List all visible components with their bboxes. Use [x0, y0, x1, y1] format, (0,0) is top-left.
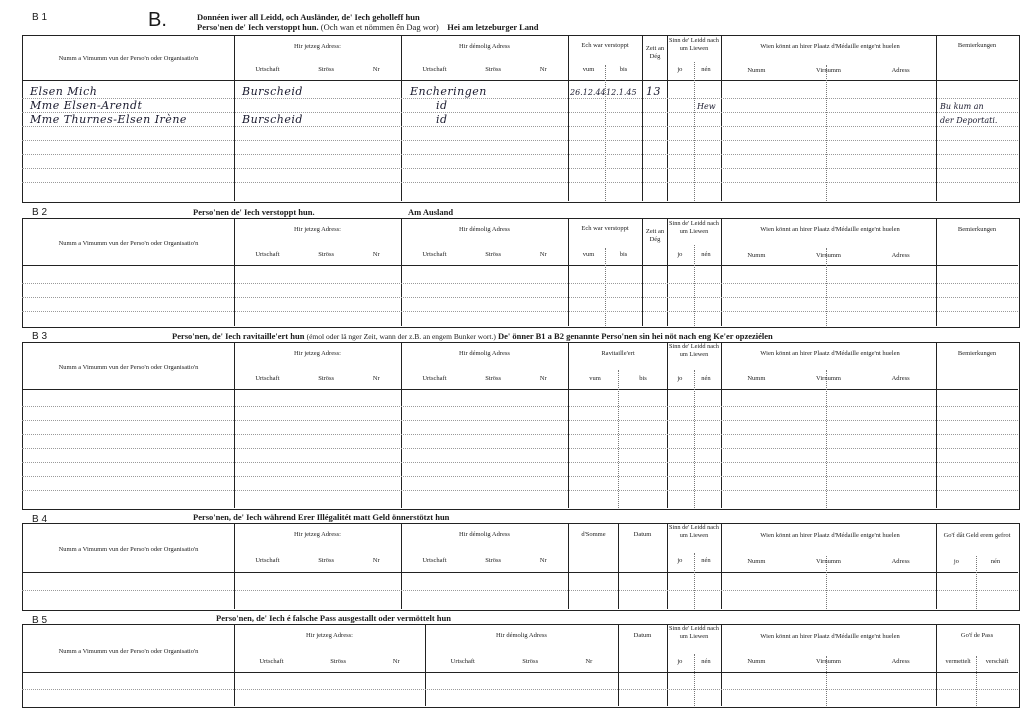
entry-name: Mme Thurnes-Elsen Irène [30, 113, 187, 126]
b4-header-old-sub [403, 557, 566, 564]
b5-header-alive-sub [668, 658, 720, 665]
b2-header-hidden-sub [570, 251, 640, 258]
b3-col-sep [234, 342, 235, 508]
b3-col-sep [618, 370, 619, 508]
entry-remarks: der Deportati. [940, 116, 998, 125]
header-no: nén [701, 66, 711, 73]
b2-col-sep [401, 218, 402, 326]
b5-header-medal-sub [722, 658, 935, 665]
section-b1-title-bold: Perso'nen de' Iech verstoppt hun. [197, 22, 319, 32]
b2-col-sep [721, 218, 722, 326]
header-number: Nr [539, 251, 547, 258]
b5-header-date: Datum [633, 632, 652, 639]
header-number: Nr [372, 375, 380, 382]
header-locality: Urtschaft [259, 658, 284, 665]
header-to: bis [619, 251, 628, 258]
b3-col-sep [401, 342, 402, 508]
header-locality: Urtschaft [255, 251, 280, 258]
b1-row-line [22, 140, 1018, 141]
section-b3-header-bottom [22, 389, 1018, 390]
b3-col-sep [568, 342, 569, 508]
header-no: nén [701, 557, 711, 564]
b3-col-sep [721, 342, 722, 508]
b1-header-old-sub [403, 66, 566, 73]
header-locality: Urtschaft [255, 375, 280, 382]
b4-header-old-address: Hir démolig Adress [459, 531, 510, 538]
b4-header-money-sub [938, 558, 1016, 565]
header-number: Nr [372, 251, 380, 258]
header-street: Ströss [318, 251, 335, 258]
b5-header-medal: Wien könnt an hirer Plaatz d'Médaille entge'nt huelen [760, 633, 900, 640]
b4-header-medal: Wien könnt an hirer Plaatz d'Médaille entge'nt huelen [760, 532, 900, 539]
header-yes: jo [677, 66, 683, 73]
b5-header-current-sub [236, 658, 423, 665]
b2-col-sep [826, 248, 827, 326]
b3-header-supplied: Ravitaille'ert [601, 350, 635, 357]
entry-old-address: id [436, 113, 448, 126]
header-locality: Urtschaft [422, 375, 447, 382]
header-med-name: Numm [747, 558, 766, 565]
b3-header-old-address: Hir démolig Adress [459, 350, 510, 357]
b1-col-sep [826, 65, 827, 201]
header-pass-given: verschäft [985, 658, 1009, 665]
b3-row-line [22, 476, 1018, 477]
entry-to: 12.1.45 [606, 88, 637, 97]
header-street: Ströss [485, 375, 502, 382]
section-b2-header-bottom [22, 265, 1018, 266]
header-no: nén [701, 251, 711, 258]
entry-alive: Hew [697, 102, 716, 111]
header-locality: Urtschaft [255, 557, 280, 564]
header-no: nén [701, 658, 711, 665]
entry-days: 13 [646, 85, 661, 98]
header-locality: Urtschaft [255, 66, 280, 73]
header-med-name: Numm [747, 375, 766, 382]
header-locality: Urtschaft [422, 251, 447, 258]
header-number: Nr [539, 375, 547, 382]
header-street: Ströss [485, 251, 502, 258]
header-med-name: Numm [747, 658, 766, 665]
b1-header-remarks: Bemierkungen [957, 42, 997, 49]
section-b1-header-bottom [22, 80, 1018, 81]
header-from: vum [582, 66, 595, 73]
header-number: Nr [539, 557, 547, 564]
b2-header-old-sub [403, 251, 566, 258]
b3-row-line [22, 420, 1018, 421]
b4-header-current-address: Hir jetzeg Adress: [294, 531, 341, 538]
header-number: Nr [372, 66, 380, 73]
section-b1-title-line1: Donnéen iwer all Leidd, och Ausländer, de' Iech geholleff hun [197, 12, 420, 22]
header-street: Ströss [318, 375, 335, 382]
header-pass-issued: vermettelt [945, 658, 971, 665]
b3-header-old-sub [403, 375, 566, 382]
b3-col-sep [667, 342, 668, 508]
b4-header-current-sub [236, 557, 399, 564]
header-number: Nr [539, 66, 547, 73]
header-med-firstname: Virnumm [816, 375, 841, 382]
b3-row-line [22, 406, 1018, 407]
b3-col-sep [936, 342, 937, 508]
b2-header-medal: Wien könnt an hirer Plaatz d'Médaille entge'nt huelen [760, 226, 900, 233]
entry-remarks: Bu kum an [940, 102, 984, 111]
b1-col-sep [568, 35, 569, 201]
b4-col-sep [568, 523, 569, 609]
entry-name: Mme Elsen-Arendt [30, 99, 143, 112]
b3-header-supplied-sub [570, 375, 666, 382]
header-yes: jo [677, 658, 683, 665]
header-no: nén [701, 375, 711, 382]
b5-header-current-address: Hir jetzeg Adress: [306, 632, 353, 639]
b2-header-hidden: Ech war verstoppt [581, 225, 629, 232]
section-b2-id: B 2 [32, 207, 48, 218]
b2-header-remarks: Bemierkungen [957, 226, 997, 233]
section-b3-title [172, 331, 773, 341]
header-street: Ströss [522, 658, 539, 665]
b1-header-name: Numm a Vimumm vun der Perso'n oder Organisatio'n [58, 55, 199, 62]
b1-col-sep [721, 35, 722, 201]
b1-row-line [22, 154, 1018, 155]
header-from: vum [589, 375, 601, 382]
b2-header-old-address: Hir démolig Adress [459, 226, 510, 233]
header-street: Ströss [330, 658, 347, 665]
b2-row-line [22, 297, 1018, 298]
b5-header-old-address: Hir démolig Adress [496, 632, 547, 639]
b5-col-sep [721, 624, 722, 706]
b1-header-alive-sub [668, 66, 720, 73]
b1-header-hidden: Ech war verstoppt [581, 42, 629, 49]
b1-header-current-sub [236, 66, 399, 73]
b5-row-line [22, 689, 1018, 690]
b4-col-sep [401, 523, 402, 609]
section-b2-title: Perso'nen de' Iech verstoppt hun. [193, 207, 315, 217]
section-b1-id: B 1 [32, 12, 48, 23]
b4-header-date: Datum [633, 531, 652, 538]
b1-header-alive: Sinn de' Leidd nach um Liewen [669, 37, 719, 52]
b3-col-sep [694, 370, 695, 508]
section-b3-title-plain: (émol oder lä nger Zeit, wann der z.B. an engem Bunker wort.) [306, 332, 496, 341]
b1-header-medal: Wien könnt an hirer Plaatz d'Médaille entge'nt huelen [760, 43, 900, 50]
b1-header-old-address: Hir démolig Adress [459, 43, 510, 50]
b1-col-sep [234, 35, 235, 201]
b2-header-alive: Sinn de' Leidd nach um Liewen [669, 220, 719, 235]
header-street: Ströss [318, 66, 335, 73]
b3-header-name: Numm a Vimumm vun der Perso'n oder Organisatio'n [58, 364, 199, 371]
b5-header-alive: Sinn de' Leidd nach um Liewen [669, 625, 719, 640]
header-from: vum [582, 251, 595, 258]
b1-col-sep [401, 35, 402, 201]
b3-row-line [22, 448, 1018, 449]
b5-header-pass-sub [938, 658, 1016, 665]
b2-col-sep [936, 218, 937, 326]
header-med-firstname: Virnumm [816, 67, 841, 74]
header-street: Ströss [318, 557, 335, 564]
section-b3-title-bold: Perso'nen, de' Iech ravitaille'ert hun [172, 331, 305, 341]
b2-header-medal-sub [722, 252, 935, 259]
header-med-name: Numm [747, 252, 766, 259]
header-med-address: Adress [891, 67, 910, 74]
section-b3-id: B 3 [32, 331, 48, 342]
section-b1-title-end: Hei am letzeburger Land [447, 22, 539, 32]
b4-header-alive-sub [668, 557, 720, 564]
b3-header-medal: Wien könnt an hirer Plaatz d'Médaille entge'nt huelen [760, 350, 900, 357]
header-number: Nr [392, 658, 400, 665]
entry-old-address: Encheringen [410, 85, 487, 98]
header-med-address: Adress [891, 375, 910, 382]
section-b5-title: Perso'nen, de' Iech é falsche Pass ausgestallt oder vermöttelt hun [216, 613, 451, 623]
header-street: Ströss [485, 557, 502, 564]
header-locality: Urtschaft [450, 658, 475, 665]
b1-header-current-address: Hir jetzeg Adress: [294, 43, 341, 50]
entry-name: Elsen Mich [30, 85, 98, 98]
header-med-name: Numm [747, 67, 766, 74]
header-yes: jo [953, 558, 959, 565]
section-b2-title-end: Am Ausland [408, 207, 454, 217]
b3-row-line [22, 490, 1018, 491]
b1-header-hidden-sub [570, 66, 640, 73]
b2-col-sep [234, 218, 235, 326]
header-no: nén [990, 558, 1001, 565]
b4-col-sep [234, 523, 235, 609]
header-to: bis [639, 375, 647, 382]
header-number: Nr [585, 658, 593, 665]
header-med-firstname: Virnumm [816, 252, 841, 259]
b5-header-name: Numm a Vimumm vun der Perso'n oder Organisatio'n [58, 648, 199, 655]
b2-col-sep [568, 218, 569, 326]
header-number: Nr [372, 557, 380, 564]
b2-header-time: Zeit an Dég [645, 228, 665, 243]
b4-header-alive: Sinn de' Leidd nach um Liewen [669, 524, 719, 539]
header-med-address: Adress [891, 558, 910, 565]
b3-header-alive: Sinn de' Leidd nach um Liewen [669, 343, 719, 358]
section-b4-title: Perso'nen, de' Iech während Erer Illégalitét matt Geld önnerstötzt hun [193, 512, 450, 522]
header-yes: jo [677, 375, 683, 382]
section-letter: B. [148, 9, 167, 31]
b3-header-remarks: Bemierkungen [957, 350, 997, 357]
b5-header-old-sub [427, 658, 616, 665]
entry-current-address: Burscheid [242, 85, 303, 98]
b1-col-sep [605, 65, 606, 201]
header-med-firstname: Virnumm [816, 658, 841, 665]
b1-header-medal-sub [722, 67, 935, 74]
b4-col-sep [721, 523, 722, 609]
header-yes: jo [677, 251, 683, 258]
b2-header-current-sub [236, 251, 399, 258]
b5-col-sep [936, 624, 937, 706]
b1-row-line [22, 126, 1018, 127]
b3-header-current-sub [236, 375, 399, 382]
b1-col-sep [936, 35, 937, 201]
b4-header-sum: d'Somme [581, 531, 606, 538]
header-to: bis [619, 66, 628, 73]
header-med-address: Adress [891, 252, 910, 259]
section-b5-id: B 5 [32, 615, 48, 626]
entry-current-address: Burscheid [242, 113, 303, 126]
header-locality: Urtschaft [422, 66, 447, 73]
section-b1-title-line2 [197, 22, 538, 32]
header-street: Ströss [485, 66, 502, 73]
b4-header-money-returned: Go'f dât Geld erem gefrot [943, 532, 1011, 539]
b3-header-alive-sub [668, 375, 720, 382]
b4-header-name: Numm a Vimumm vun der Perso'n oder Organisatio'n [58, 546, 199, 553]
b1-col-sep [667, 35, 668, 201]
b2-header-current-address: Hir jetzeg Adress: [294, 226, 341, 233]
b5-col-sep [425, 624, 426, 706]
entry-from: 26.12.44 [570, 88, 606, 97]
b3-row-line [22, 434, 1018, 435]
b2-header-alive-sub [668, 251, 720, 258]
b2-row-line [22, 283, 1018, 284]
b5-header-pass: Go'f de Pass [960, 632, 994, 639]
b5-col-sep [234, 624, 235, 706]
b2-header-name: Numm a Vimumm vun der Perso'n oder Organisatio'n [58, 240, 199, 247]
section-b4-header-bottom [22, 572, 1018, 573]
entry-old-address: id [436, 99, 448, 112]
header-med-address: Adress [891, 658, 910, 665]
header-yes: jo [677, 557, 683, 564]
header-locality: Urtschaft [422, 557, 447, 564]
b4-col-sep [936, 523, 937, 609]
b3-col-sep [826, 370, 827, 508]
b1-row-line [22, 182, 1018, 183]
section-b5-header-bottom [22, 672, 1018, 673]
b1-header-time: Zeit an Dég [645, 45, 665, 60]
b1-col-sep [694, 62, 695, 201]
b3-header-current-address: Hir jetzeg Adress: [294, 350, 341, 357]
b2-col-sep [605, 248, 606, 326]
b4-row-line [22, 590, 1018, 591]
section-b3-title-end: De' önner B1 a B2 genannte Perso'nen sin hei nöt nach eng Ke'er opzeziélen [498, 331, 773, 341]
b1-row-line [22, 168, 1018, 169]
b2-row-line [22, 311, 1018, 312]
section-b4-id: B 4 [32, 514, 48, 525]
b3-row-line [22, 462, 1018, 463]
b3-header-medal-sub [722, 375, 935, 382]
section-b1-title-plain: (Och wan et nömmen ên Dag wor) [320, 22, 439, 32]
header-med-firstname: Virnumm [816, 558, 841, 565]
b4-header-medal-sub [722, 558, 935, 565]
b1-row-line [22, 98, 1018, 99]
